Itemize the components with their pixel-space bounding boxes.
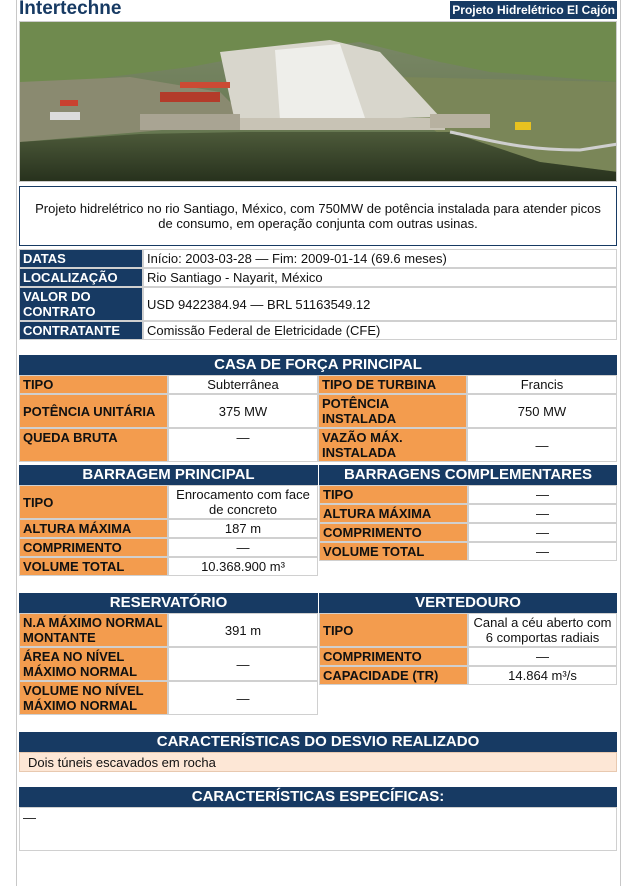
field-value: 750 MW [467,394,617,428]
table-row [19,375,617,394]
field-key: VOLUME TOTAL [19,557,168,576]
field-key: VOLUME NO NÍVEL MÁXIMO NORMAL [19,681,168,715]
table-row [319,485,617,504]
info-key: VALOR DO CONTRATO [19,287,143,321]
field-value: — [168,681,318,715]
table-row [19,519,318,538]
field-key: TIPO [19,375,168,394]
field-value: Subterrânea [168,375,318,394]
info-row [19,268,617,287]
powerhouse-table [19,375,617,462]
table-row [19,681,318,715]
table-row [319,647,617,666]
field-value: — [468,647,617,666]
info-value: Comissão Federal de Eletricidade (CFE) [143,321,617,340]
complementary-dams-section [319,465,617,561]
specific-content: — [19,807,617,851]
field-value: — [468,523,617,542]
info-value: Início: 2003-03-28 — Fim: 2009-01-14 (69.6 meses) [143,249,617,268]
table-row [319,613,617,647]
field-key: N.A MÁXIMO NORMAL MONTANTE [19,613,168,647]
field-value: — [468,542,617,561]
field-value: Canal a céu aberto com 6 comportas radiais [468,613,617,647]
main-dam-section [19,465,318,576]
table-row [19,538,318,557]
header [19,0,617,20]
section-title: CASA DE FORÇA PRINCIPAL [19,355,617,375]
brand-title: Intertechne [19,0,122,19]
field-key: TIPO DE TURBINA [318,375,467,394]
field-key: POTÊNCIA INSTALADA [318,394,467,428]
field-key: ALTURA MÁXIMA [19,519,168,538]
diversion-section [19,732,617,772]
field-key: ALTURA MÁXIMA [319,504,468,523]
field-value: — [168,428,318,462]
table-row [319,666,617,685]
field-key: TIPO [319,485,468,504]
spillway-section [319,593,617,685]
table-row [19,647,318,681]
field-value: Francis [467,375,617,394]
reservoir-section [19,593,318,715]
info-key: CONTRATANTE [19,321,143,340]
info-key: DATAS [19,249,143,268]
section-title: RESERVATÓRIO [19,593,318,613]
field-value: — [168,647,318,681]
dam-aerial-photo [19,21,617,182]
field-value: 187 m [168,519,318,538]
info-row [19,249,617,268]
field-value: 375 MW [168,394,318,428]
field-key: ÁREA NO NÍVEL MÁXIMO NORMAL [19,647,168,681]
info-value: USD 9422384.94 — BRL 51163549.12 [143,287,617,321]
specific-section [19,787,617,851]
field-value: Enrocamento com face de concreto [168,485,318,519]
reservoir-table [19,613,318,715]
field-key: POTÊNCIA UNITÁRIA [19,394,168,428]
field-key: CAPACIDADE (TR) [319,666,468,685]
field-value: 10.368.900 m³ [168,557,318,576]
field-key: VOLUME TOTAL [319,542,468,561]
field-key: COMPRIMENTO [319,523,468,542]
info-row [19,321,617,340]
field-value: — [467,428,617,462]
section-title: CARACTERÍSTICAS DO DESVIO REALIZADO [19,732,617,752]
info-table [19,249,617,340]
spillway-table [319,613,617,685]
field-value: — [468,504,617,523]
field-value: — [468,485,617,504]
field-value: — [168,538,318,557]
field-value: 14.864 m³/s [468,666,617,685]
diversion-note: Dois túneis escavados em rocha [19,752,617,772]
powerhouse-section [19,355,617,462]
field-key: TIPO [319,613,468,647]
field-key: COMPRIMENTO [319,647,468,666]
info-key: LOCALIZAÇÃO [19,268,143,287]
field-value: 391 m [168,613,318,647]
section-title: CARACTERÍSTICAS ESPECÍFICAS: [19,787,617,807]
field-key: TIPO [19,485,168,519]
field-key: QUEDA BRUTA [19,428,168,462]
field-key: COMPRIMENTO [19,538,168,557]
table-row [19,485,318,519]
table-row [19,613,318,647]
table-row [319,542,617,561]
section-title: BARRAGENS COMPLEMENTARES [319,465,617,485]
info-value: Rio Santiago - Nayarit, México [143,268,617,287]
section-title: VERTEDOURO [319,593,617,613]
project-badge: Projeto Hidrelétrico El Cajón [452,3,615,17]
info-row [19,287,617,321]
table-row [319,504,617,523]
table-row [19,557,318,576]
section-title: BARRAGEM PRINCIPAL [19,465,318,485]
table-row [19,428,617,462]
field-key: VAZÃO MÁX. INSTALADA [318,428,467,462]
project-description: Projeto hidrelétrico no rio Santiago, México, com 750MW de potência instalada para atender picos de consumo, em operação conjunta com outras usinas. [19,186,617,246]
main-dam-table [19,485,318,576]
table-row [19,394,617,428]
complementary-dams-table [319,485,617,561]
table-row [319,523,617,542]
dam-photo-illustration [20,22,617,182]
